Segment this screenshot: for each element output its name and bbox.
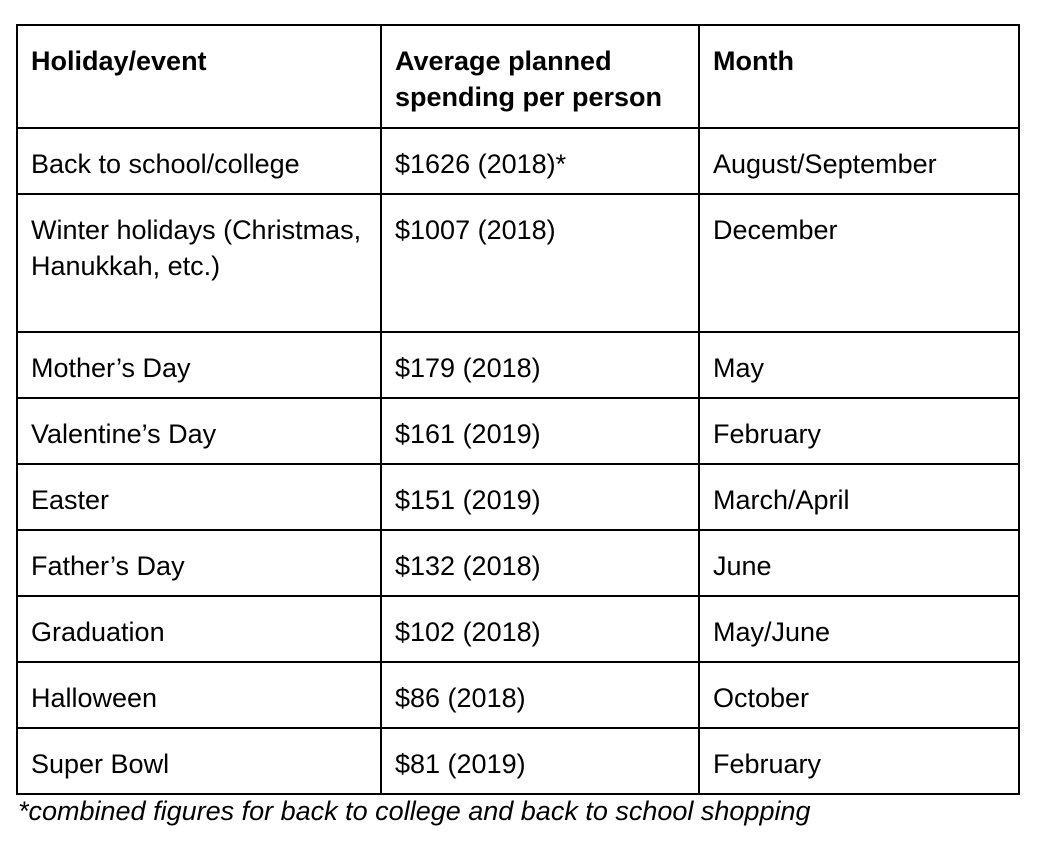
- cell-holiday: Halloween: [17, 662, 381, 728]
- cell-holiday: Winter holidays (Christmas, Hanukkah, etc.): [17, 194, 381, 332]
- cell-month: August/September: [699, 128, 1019, 194]
- cell-month: May: [699, 332, 1019, 398]
- cell-month: October: [699, 662, 1019, 728]
- cell-holiday: Graduation: [17, 596, 381, 662]
- cell-holiday: Easter: [17, 464, 381, 530]
- table-footnote: *combined figures for back to college and back to school shopping: [18, 796, 811, 826]
- cell-spending: $132 (2018): [381, 530, 699, 596]
- cell-spending: $179 (2018): [381, 332, 699, 398]
- table-row: [17, 128, 1019, 194]
- cell-spending: $1626 (2018)*: [381, 128, 699, 194]
- spending-table-container: [16, 24, 1020, 795]
- table-row: [17, 398, 1019, 464]
- cell-month: March/April: [699, 464, 1019, 530]
- cell-month: February: [699, 398, 1019, 464]
- header-holiday-event: Holiday/event: [17, 25, 381, 128]
- cell-holiday: Back to school/college: [17, 128, 381, 194]
- cell-spending: $86 (2018): [381, 662, 699, 728]
- header-average-spending: Average planned spending per person: [381, 25, 699, 128]
- header-month: Month: [699, 25, 1019, 128]
- cell-spending: $81 (2019): [381, 728, 699, 794]
- table-row: [17, 662, 1019, 728]
- table-header-row: [17, 25, 1019, 128]
- holiday-spending-table: [16, 24, 1020, 795]
- cell-month: December: [699, 194, 1019, 332]
- cell-holiday: Valentine’s Day: [17, 398, 381, 464]
- cell-holiday: Mother’s Day: [17, 332, 381, 398]
- cell-holiday: Father’s Day: [17, 530, 381, 596]
- cell-month: February: [699, 728, 1019, 794]
- cell-spending: $151 (2019): [381, 464, 699, 530]
- table-row: [17, 596, 1019, 662]
- cell-holiday: Super Bowl: [17, 728, 381, 794]
- cell-month: May/June: [699, 596, 1019, 662]
- table-row: [17, 464, 1019, 530]
- table-row: [17, 194, 1019, 332]
- cell-month: June: [699, 530, 1019, 596]
- table-row: [17, 728, 1019, 794]
- cell-spending: $1007 (2018): [381, 194, 699, 332]
- cell-spending: $102 (2018): [381, 596, 699, 662]
- cell-spending: $161 (2019): [381, 398, 699, 464]
- table-row: [17, 332, 1019, 398]
- table-row: [17, 530, 1019, 596]
